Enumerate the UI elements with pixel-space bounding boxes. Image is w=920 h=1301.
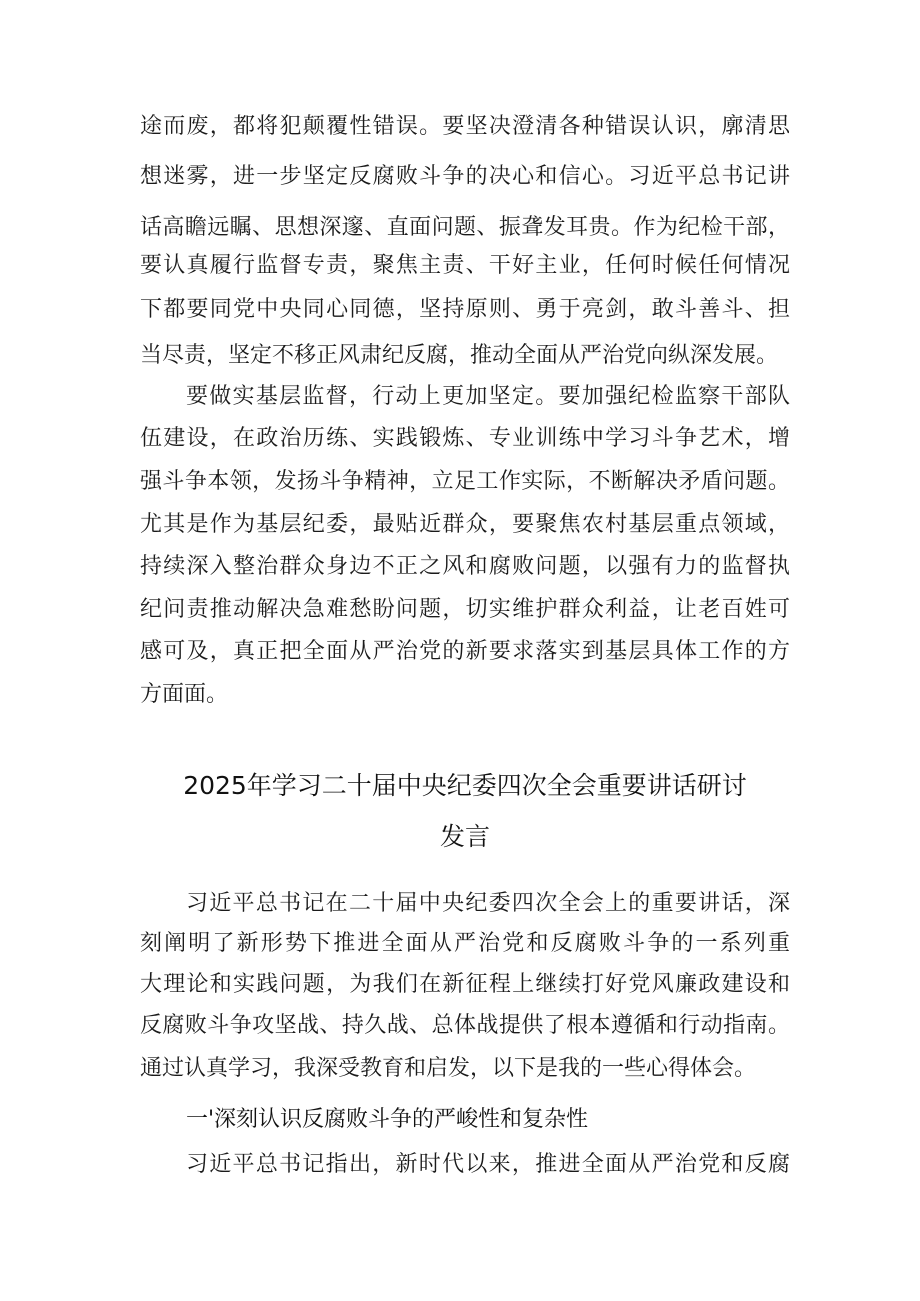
paragraph-2-line-7: 感可及，真正把全面从严治党的新要求落实到基层具体工作的方 [140, 639, 790, 664]
paragraph-1-line-5: 下都要同党中央同心同德，坚持原则、勇于亮剑，敢斗善斗、担 [140, 297, 790, 322]
intro-line-4: 反腐败斗争攻坚战、持久战、总体战提供了根本遵循和行动指南。 [140, 1013, 790, 1038]
intro-line-1: 习近平总书记在二十届中央纪委四次全会上的重要讲话，深 [186, 891, 790, 916]
intro-line-2: 刻阐明了新形势下推进全面从严治党和反腐败斗争的一系列重 [140, 931, 790, 956]
paragraph-2-line-2: 伍建设，在政治历练、实践锻炼、专业训练中学习斗争艺术，增 [140, 426, 790, 451]
paragraph-1-line-6: 当尽责，坚定不移正风肃纪反腐，推动全面从严治党向纵深发展。 [140, 343, 779, 368]
paragraph-2-line-8: 方面面。 [140, 682, 229, 707]
paragraph-1-line-2: 想迷雾，进一步坚定反腐败斗争的决心和信心。习近平总书记讲 [140, 164, 790, 189]
section-heading: 一'深刻认识反腐败斗争的严峻性和复杂性 [186, 1107, 589, 1132]
paragraph-2-line-6: 纪问责推动解决急难愁盼问题，切实维护群众利益，让老百姓可 [140, 597, 790, 622]
document-title-line-1: 2025年学习二十届中央纪委四次全会重要讲话研讨 [183, 771, 747, 800]
paragraph-2-line-3: 强斗争本领，发扬斗争精神，立足工作实际，不断解决矛盾问题。 [140, 469, 790, 494]
section-body-line-1: 习近平总书记指出，新时代以来，推进全面从严治党和反腐 [186, 1152, 790, 1177]
intro-line-3: 大理论和实践问题，为我们在新征程上继续打好党风廉政建设和 [140, 972, 790, 997]
paragraph-1-line-4: 要认真履行监督专责，聚焦主责、干好主业，任何时候任何情况 [140, 253, 790, 278]
document-title-line-2: 发言 [439, 822, 490, 851]
intro-line-5: 通过认真学习，我深受教育和启发，以下是我的一些心得体会。 [140, 1056, 757, 1081]
paragraph-2-line-5: 持续深入整治群众身边不正之风和腐败问题，以强有力的监督执 [140, 554, 790, 579]
paragraph-1-line-1: 途而废，都将犯颠覆性错误。要坚决澄清各种错误认识，廓清思 [140, 114, 790, 139]
paragraph-2-line-4: 尤其是作为基层纪委，最贴近群众，要聚焦农村基层重点领域， [140, 512, 790, 537]
paragraph-2-line-1: 要做实基层监督，行动上更加坚定。要加强纪检监察干部队 [186, 384, 790, 409]
paragraph-1-line-3: 话高瞻远瞩、思想深邃、直面问题、振聋发耳贵。作为纪检干部， [140, 215, 790, 240]
